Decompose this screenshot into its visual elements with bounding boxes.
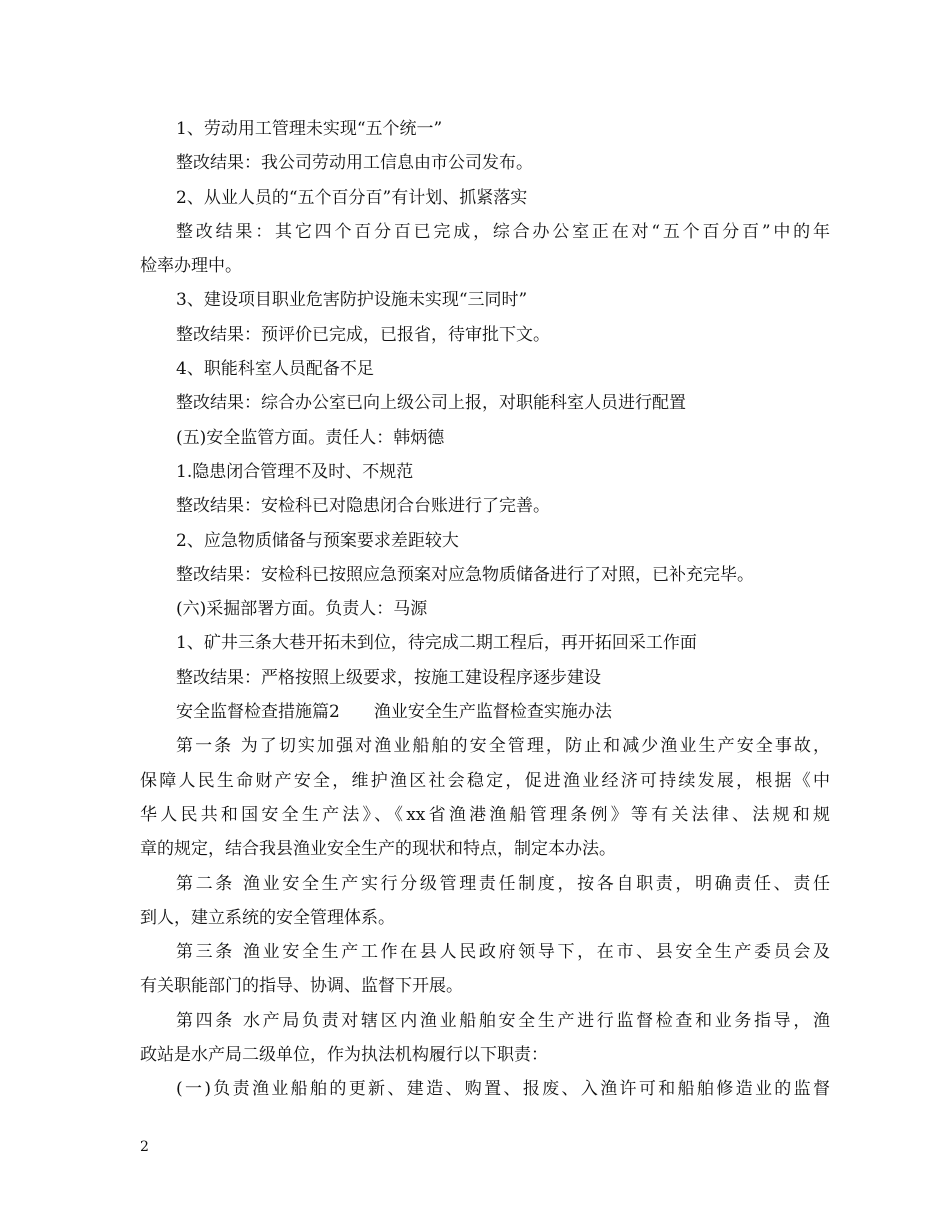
text-line: 整改结果：综合办公室已向上级公司上报，对职能科室人员进行配置 xyxy=(176,393,686,414)
text-line: 2、从业人员的“五个百分百”有计划、抓紧落实 xyxy=(176,187,528,208)
text-line: 有关职能部门的指导、协调、监督下开展。 xyxy=(140,976,463,997)
text-line: 第三条 渔业安全生产工作在县人民政府领导下，在市、县安全生产委员会及 xyxy=(176,942,830,963)
text-line: 第四条 水产局负责对辖区内渔业船舶安全生产进行监督检查和业务指导，渔 xyxy=(176,1010,830,1031)
text-line: 整改结果：我公司劳动用工信息由市公司发布。 xyxy=(176,153,533,174)
text-line: 第一条 为了切实加强对渔业船舶的安全管理，防止和减少渔业生产安全事故， xyxy=(176,736,830,757)
text-line: 保障人民生命财产安全，维护渔区社会稳定，促进渔业经济可持续发展，根据《中 xyxy=(140,770,830,791)
text-line: 1.隐患闭合管理不及时、不规范 xyxy=(176,461,414,482)
text-line: 3、建设项目职业危害防护设施未实现“三同时” xyxy=(176,290,528,311)
text-line: 安全监督检查措施篇2 渔业安全生产监督检查实施办法 xyxy=(176,702,612,723)
text-line: (一)负责渔业船舶的更新、建造、购置、报废、入渔许可和船舶修造业的监督 xyxy=(176,1079,830,1100)
text-line: (六)采掘部署方面。负责人：马源 xyxy=(176,599,428,620)
text-line: 华人民共和国安全生产法》、《xx省渔港渔船管理条例》等有关法律、法规和规 xyxy=(140,804,830,825)
text-line: 第二条 渔业安全生产实行分级管理责任制度，按各自职责，明确责任、责任 xyxy=(176,873,830,894)
text-line: 章的规定，结合我县渔业安全生产的现状和特点，制定本办法。 xyxy=(140,839,616,860)
body-text xyxy=(140,112,830,1107)
text-line: (五)安全监管方面。责任人：韩炳德 xyxy=(176,427,445,448)
text-line: 整改结果：安检科已按照应急预案对应急物质储备进行了对照，已补充完毕。 xyxy=(176,564,754,585)
text-line: 2、应急物质储备与预案要求差距较大 xyxy=(176,530,459,551)
text-line: 到人，建立系统的安全管理体系。 xyxy=(140,907,395,928)
text-line: 整改结果：其它四个百分百已完成，综合办公室正在对“五个百分百”中的年 xyxy=(176,221,830,242)
text-line: 政站是水产局二级单位，作为执法机构履行以下职责： xyxy=(140,1045,548,1066)
text-line: 1、矿井三条大巷开拓未到位，待完成二期工程后，再开拓回采工作面 xyxy=(176,633,697,654)
text-line: 4、职能科室人员配备不足 xyxy=(176,359,374,380)
text-line: 整改结果：安检科已对隐患闭合台账进行了完善。 xyxy=(176,496,550,517)
text-line: 检率办理中。 xyxy=(140,256,242,277)
page-number: 2 xyxy=(140,1139,149,1155)
text-line: 1、劳动用工管理未实现“五个统一” xyxy=(176,119,443,139)
text-line: 整改结果：预评价已完成，已报省，待审批下文。 xyxy=(176,324,550,345)
text-line: 整改结果：严格按照上级要求，按施工建设程序逐步建设 xyxy=(176,667,601,688)
